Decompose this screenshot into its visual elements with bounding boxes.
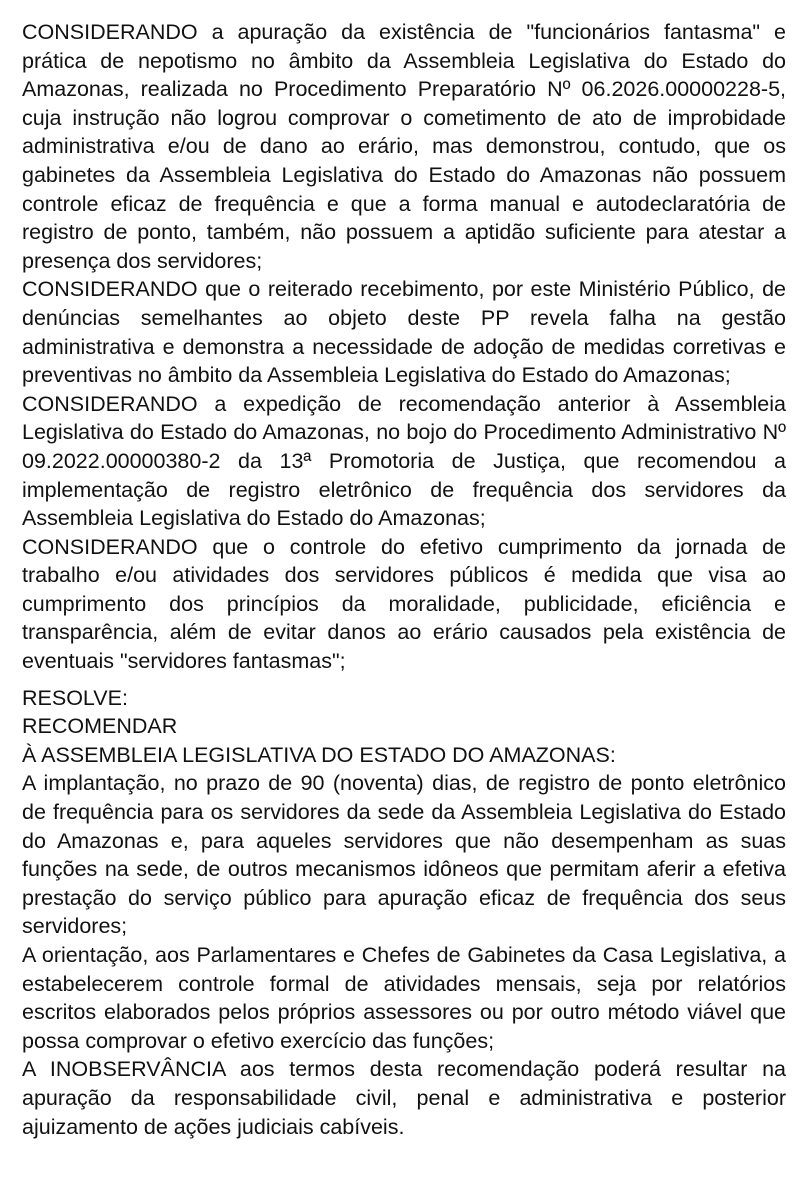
addressee-line: À ASSEMBLEIA LEGISLATIVA DO ESTADO DO AMAZONAS:	[22, 742, 616, 767]
considerando-section	[22, 18, 786, 676]
cropped-previous-line	[0, 0, 812, 8]
recomendar-heading: RECOMENDAR	[22, 714, 178, 739]
recomendacao-paragraph-3: A INOBSERVÂNCIA aos termos desta recomendação poderá resultar na apuração da responsabilidade civil, penal e administrativa e posterior ajuizamento de ações judiciais cabíveis.	[22, 1057, 786, 1139]
document-page	[22, 18, 786, 1141]
recomendacao-paragraph-2: A orientação, aos Parlamentares e Chefes de Gabinetes da Casa Legislativa, a estabelecerem controle formal de atividades mensais, seja por relatórios escritos elaborados pelos próprios assessores ou por outro método viável que possa comprovar o efetivo exercício das funções;	[22, 943, 786, 1053]
resolve-section	[22, 684, 786, 1142]
considerando-paragraph-2: CONSIDERANDO que o reiterado recebimento, por este Ministério Público, de denúncias semelhantes ao objeto deste PP revela falha na gestão administrativa e demonstra a necessidade de adoção de medidas corretivas e preventivas no âmbito da Assembleia Legislativa do Estado do Amazonas;	[22, 277, 786, 388]
considerando-paragraph-3: CONSIDERANDO a expedição de recomendação anterior à Assembleia Legislativa do Estado do Amazonas, no bojo do Procedimento Administrativo Nº 09.2022.00000380-2 da 13ª Promotoria de Justiça, que recomendou a implementação de registro eletrônico de frequência dos servidores da Assembleia Legislativa do Estado do Amazonas;	[22, 391, 786, 531]
section-gap	[22, 676, 786, 684]
considerando-paragraph-1: CONSIDERANDO a apuração da existência de "funcionários fantasma" e prática de nepotismo no âmbito da Assembleia Legislativa do Estado do Amazonas, realizada no Procedimento Preparatório Nº 06.2026.00000228-5, cuja instrução não logrou comprovar o cometimento de ato de improbidade administrativa e/ou de dano ao erário, mas demonstrou, contudo, que os gabinetes da Assembleia Legislativa do Estado do Amazonas não possuem controle eficaz de frequência e que a forma manual e autodeclaratória de registro de ponto, também, não possuem a aptidão suficiente para atestar a presença dos servidores;	[22, 20, 786, 273]
resolve-heading: RESOLVE:	[22, 685, 128, 710]
considerando-paragraph-4: CONSIDERANDO que o controle do efetivo cumprimento da jornada de trabalho e/ou atividades dos servidores públicos é medida que visa ao cumprimento dos princípios da moralidade, publicidade, eficiência e transparência, além de evitar danos ao erário causados pela existência de eventuais "servidores fantasmas";	[22, 534, 786, 674]
recomendacao-paragraph-1: A implantação, no prazo de 90 (noventa) dias, de registro de ponto eletrônico de frequência para os servidores da sede da Assembleia Legislativa do Estado do Amazonas e, para aqueles servidores que não desempenham as suas funções na sede, de outros mecanismos idôneos que permitam aferir a efetiva prestação do serviço público para apuração eficaz de frequência dos seus servidores;	[22, 771, 786, 939]
